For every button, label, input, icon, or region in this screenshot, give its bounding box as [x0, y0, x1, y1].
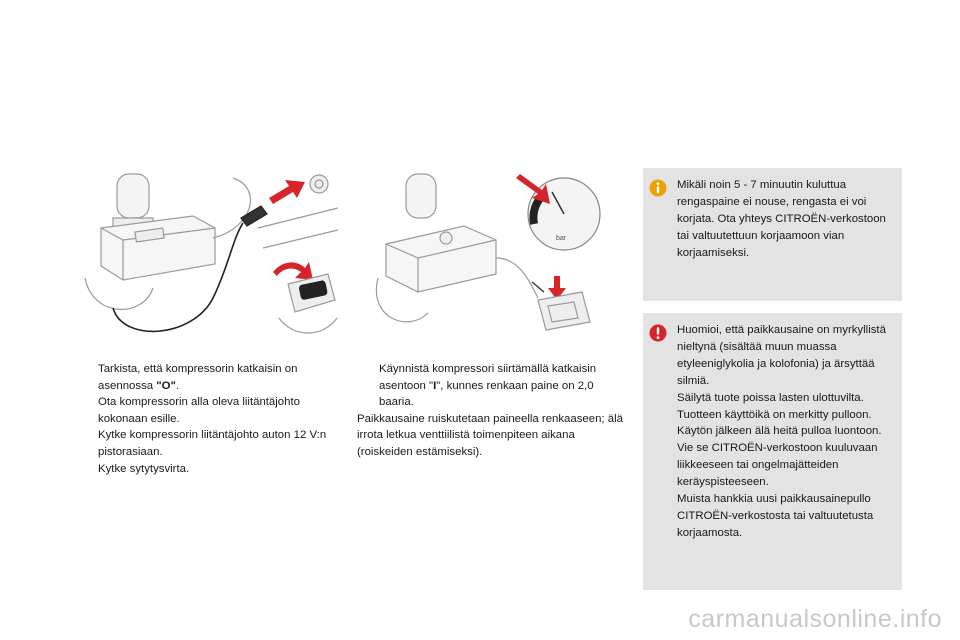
- list-item: Tarkista, että kompressorin katkaisin on asennossa "O".: [98, 363, 298, 392]
- spray-note: Paikkausaine ruiskutetaan paineella renkaaseen; älä irrota letkua venttiilistä toimenpiteen aikana (roiskeiden estämiseksi).: [357, 412, 623, 458]
- left-instructions: [76, 361, 338, 477]
- warning-line: Säilytä tuote poissa lasten ulottuvilta.: [677, 391, 864, 404]
- list-item: Ota kompressorin alla oleva liitäntäjohto kokonaan esille.: [98, 396, 300, 425]
- list-item: Kytke kompressorin liitäntäjohto auton 12 V:n pistorasiaan.: [98, 429, 327, 458]
- footer-watermark: carmanualsonline.info: [688, 605, 942, 633]
- warning-box: [643, 313, 902, 590]
- warning-line: Tuotteen käyttöikä on merkitty pulloon. Käytön jälkeen älä heitä pulloa luontoon. Vie se CITROËN-verkostoon kuuluvaan liikkeeseen tai ongelmajätteiden keräyspisteeseen.: [677, 408, 882, 489]
- list-item: Kytke sytytysvirta.: [98, 462, 190, 475]
- warning-line: Huomioi, että paikkausaine on myrkyllistä nieltynä (sisältää muun muassa etyleeniglykolia ja kolofonia) ja ärsyttää silmiä.: [677, 324, 886, 387]
- compressor-connect-illustration: [83, 168, 338, 346]
- list-item: Käynnistä kompressori siirtämällä katkaisin asentoon "I", kunnes renkaan paine on 2,0 baaria.: [379, 363, 597, 409]
- info-text: Mikäli noin 5 - 7 minuutin kuluttua rengaspaine ei nouse, rengasta ei voi korjata. Ota yhteys CITROËN-verkostoon tai valtuutettuun korjaamoon vian korjaamiseksi.: [677, 179, 886, 259]
- gauge-unit-label: bar: [556, 235, 567, 242]
- warning-line: Muista hankkia uusi paikkausainepullo CITROËN-verkostosta tai valtuutetusta korjaamosta.: [677, 493, 874, 539]
- info-icon: [649, 179, 667, 197]
- warning-icon: [649, 324, 667, 342]
- warning-text: [677, 322, 897, 542]
- info-box: [643, 168, 902, 301]
- middle-instructions: [357, 361, 625, 461]
- compressor-gauge-illustration: [368, 168, 613, 346]
